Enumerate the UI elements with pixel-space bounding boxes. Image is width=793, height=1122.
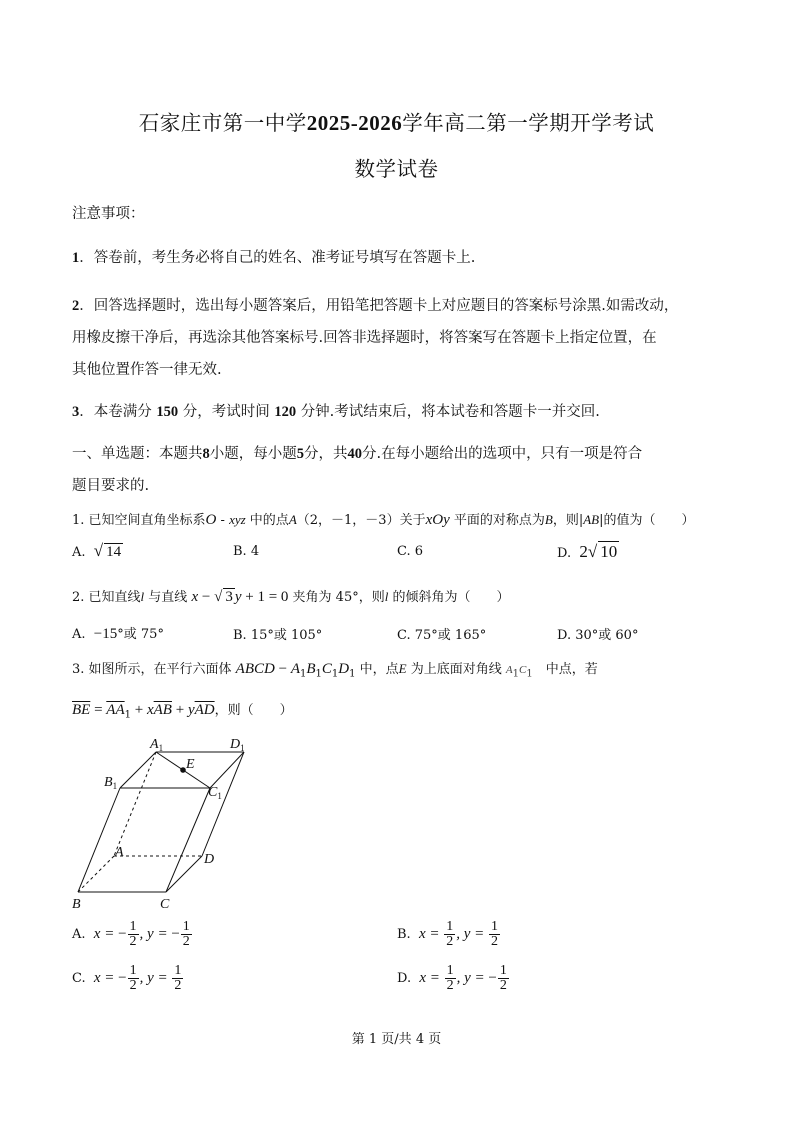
vector-be: $\overline{BE}$ bbox=[72, 702, 91, 718]
q3-c1-sub: 1 bbox=[331, 668, 339, 680]
q3-a-y: , y = bbox=[139, 926, 172, 942]
q2-line-l-2: l bbox=[384, 589, 389, 604]
q3-a-minus-2: − bbox=[171, 926, 180, 942]
q3-option-d[interactable] bbox=[397, 964, 510, 993]
q3-text-h: 中，点 bbox=[355, 662, 399, 677]
q3-a1: A bbox=[290, 661, 300, 677]
section-1-text-e: 分，共 bbox=[304, 446, 348, 462]
q2-text-i: 夹角为 45°，则 bbox=[288, 590, 385, 605]
q1-text-e: 中的点 bbox=[245, 513, 289, 528]
page-title bbox=[0, 106, 793, 136]
sqrt-icon: √ bbox=[93, 541, 104, 560]
edge-d1-d bbox=[202, 752, 244, 856]
q2-option-d[interactable]: D. 30°或 60° bbox=[557, 628, 639, 643]
title-school: 石家庄市第一中学 bbox=[138, 111, 307, 135]
q2-radicand: 3 bbox=[225, 589, 233, 605]
section-1-heading bbox=[72, 438, 642, 470]
q2-option-c[interactable]: C. 75°或 165° bbox=[397, 628, 487, 643]
q3-d-frac-2: $\frac{1}{2}$ bbox=[499, 963, 507, 993]
q3-abcd: ABCD bbox=[235, 661, 275, 677]
notes-heading: 注意事项： bbox=[72, 206, 145, 222]
q1-text-i: 平面的对称点为 bbox=[449, 513, 545, 528]
vector-ad: $\overline{AD}$ bbox=[194, 702, 215, 718]
note-1 bbox=[72, 242, 475, 274]
q2-option-b[interactable]: B. 15°或 105° bbox=[233, 628, 323, 643]
q1-option-b[interactable]: B. 4 bbox=[233, 544, 260, 559]
q3-text-j: 为上底面对角线 bbox=[406, 662, 506, 677]
title-year: 2025-2026 bbox=[306, 111, 403, 135]
q3-a1-sub: 1 bbox=[299, 668, 307, 680]
q2-text-c: 与直线 bbox=[144, 590, 192, 605]
q3-plus-1: + bbox=[131, 702, 147, 718]
vector-aa1: $\overline{AA}$ bbox=[106, 702, 125, 718]
q3-plus-2: + bbox=[171, 702, 188, 718]
note-3-number: 3 bbox=[72, 404, 80, 420]
section-1-points: 5 bbox=[296, 446, 304, 462]
label-a1: $A_1$ bbox=[150, 737, 164, 753]
point-e-dot bbox=[180, 767, 186, 773]
q3-point-e: E bbox=[398, 661, 407, 676]
label-d: D bbox=[204, 852, 215, 867]
q3-a-frac-2: $\frac{1}{2}$ bbox=[182, 919, 190, 949]
q3-d1: D bbox=[338, 661, 350, 677]
sqrt-icon: √ bbox=[214, 589, 223, 605]
q1-coords: （2，－1，－3）关于 bbox=[296, 513, 426, 528]
q1-option-d-radicand: 10 bbox=[600, 542, 618, 561]
note-2-text-1: ．回答选择题时，选出每小题答案后，用铅笔把答题卡上对应题目的答案标号涂黑.如需改动， bbox=[79, 298, 679, 314]
q2-option-a-label: A. bbox=[72, 627, 86, 642]
edge-c-d bbox=[166, 856, 202, 892]
q2-option-a[interactable] bbox=[72, 623, 164, 643]
page-footer: 第 1 页/共 4 页 bbox=[351, 1032, 442, 1047]
q1-ab: AB bbox=[583, 512, 600, 527]
q1-option-c[interactable]: C. 6 bbox=[397, 544, 424, 559]
q2-x: x bbox=[191, 589, 199, 605]
label-d1: $D_1$ bbox=[230, 737, 245, 753]
note-2-line-2: 用橡皮擦干净后，再选涂其他答案标号.回答非选择题时，将答案写在答题卡上指定位置，在 bbox=[72, 330, 657, 346]
label-b1: $B_1$ bbox=[104, 775, 118, 791]
edge-d1-c1 bbox=[210, 752, 244, 788]
label-c1: $C_1$ bbox=[208, 785, 222, 801]
section-1-count: 8 bbox=[202, 446, 210, 462]
question-1 bbox=[72, 509, 695, 529]
section-1-text-c: 小题，每小题 bbox=[209, 446, 297, 462]
q3-option-c[interactable] bbox=[72, 964, 184, 993]
edge-b1-a1 bbox=[120, 752, 156, 788]
q3-d-frac-1: $\frac{1}{2}$ bbox=[446, 963, 454, 993]
q3-c-x: x = bbox=[93, 970, 119, 986]
q3-option-d-label: D. bbox=[397, 971, 412, 986]
q3-b-x: x = bbox=[418, 926, 444, 942]
q1-option-a[interactable] bbox=[72, 541, 123, 561]
q2-text-a: 2. 已知直线 bbox=[72, 590, 141, 605]
q3-text-a: 3. 如图所示，在平行六面体 bbox=[72, 662, 236, 677]
label-c: C bbox=[160, 897, 170, 912]
edge-b1-b bbox=[78, 788, 120, 892]
q1-text-m: |的值为（ ） bbox=[599, 513, 695, 528]
label-e: E bbox=[186, 757, 195, 772]
note-2-number: 2 bbox=[72, 298, 80, 314]
sqrt-icon: √ bbox=[587, 542, 598, 561]
title-exam: 学年高二第一学期开学考试 bbox=[402, 111, 655, 135]
q3-c-y: , y = bbox=[139, 970, 172, 986]
q3-d-minus: − bbox=[488, 970, 497, 986]
q1-dash: - bbox=[216, 513, 230, 528]
vector-ab: $\overline{AB}$ bbox=[153, 702, 172, 718]
vector-aa1-sub: 1 bbox=[124, 709, 131, 721]
q2-y: y bbox=[234, 589, 242, 605]
q3-option-a-label: A. bbox=[72, 927, 86, 942]
q2-option-a-rest: °或 75° bbox=[117, 627, 164, 642]
note-3-text-e: 分钟.考试结束后，将本试卷和答题卡一并交回. bbox=[300, 404, 600, 420]
q1-text-k: ，则| bbox=[552, 513, 584, 528]
note-3-time: 120 bbox=[274, 404, 297, 420]
q3-a-minus-1: − bbox=[118, 926, 127, 942]
q3-x: x bbox=[146, 702, 154, 718]
parallelepiped-figure bbox=[68, 732, 258, 912]
q3-y: y bbox=[187, 702, 195, 718]
q3-b-frac-2: $\frac{1}{2}$ bbox=[491, 919, 499, 949]
section-1-total: 40 bbox=[347, 446, 362, 462]
q3-b-y: , y = bbox=[456, 926, 489, 942]
q2-text-k: 的倾斜角为（ ） bbox=[388, 590, 510, 605]
q3-diag-c1-sub: 1 bbox=[526, 668, 533, 680]
q1-option-d-coef: 2 bbox=[579, 542, 588, 561]
q1-point-a: A bbox=[288, 512, 297, 527]
q3-option-b[interactable] bbox=[397, 920, 501, 949]
q2-minus: − bbox=[198, 589, 215, 605]
q3-option-c-label: C. bbox=[72, 971, 86, 986]
q3-minus: − bbox=[274, 661, 291, 677]
edge-a-b-hidden bbox=[78, 856, 114, 892]
q3-b-frac-1: $\frac{1}{2}$ bbox=[446, 919, 454, 949]
q2-line-l: l bbox=[140, 589, 145, 604]
q3-c1: C bbox=[321, 661, 332, 677]
label-a: A bbox=[115, 845, 124, 860]
q3-d-x: x = bbox=[419, 970, 444, 986]
question-3-equation bbox=[72, 699, 293, 721]
q2-option-a-number: −15 bbox=[93, 626, 118, 642]
q1-plane: xOy bbox=[425, 512, 450, 528]
note-1-text: ．答卷前，考生务必将自己的姓名、准考证号填写在答题卡上. bbox=[79, 250, 476, 266]
q3-a-frac-1: $\frac{1}{2}$ bbox=[129, 919, 137, 949]
q3-c-frac-1: $\frac{1}{2}$ bbox=[129, 963, 137, 993]
q1-xyz: xyz bbox=[229, 512, 246, 527]
note-2-line-1 bbox=[72, 290, 678, 322]
question-3 bbox=[72, 658, 598, 680]
q3-b1: B bbox=[306, 661, 316, 677]
note-3-text-a: ．本卷满分 bbox=[79, 404, 152, 420]
edge-c1-c bbox=[166, 788, 210, 892]
q3-b1-sub: 1 bbox=[315, 668, 322, 680]
q3-a-x: x = bbox=[93, 926, 119, 942]
q3-option-b-label: B. bbox=[397, 927, 411, 942]
q3-c-frac-2: $\frac{1}{2}$ bbox=[174, 963, 182, 993]
q1-option-d-label: D. bbox=[557, 546, 572, 561]
q1-point-b: B bbox=[544, 512, 553, 527]
q1-o: O bbox=[205, 512, 217, 528]
note-1-number: 1 bbox=[72, 250, 80, 266]
note-2-line-3: 其他位置作答一律无效. bbox=[72, 362, 222, 378]
section-1-text-g: 分.在每小题给出的选项中，只有一项是符合 bbox=[362, 446, 643, 462]
q2-equation-rest: + 1 = 0 bbox=[241, 589, 289, 605]
page-subtitle: 数学试卷 bbox=[354, 157, 439, 181]
q3-text-m: 中点，若 bbox=[532, 662, 598, 677]
q3-diag-a1-sub: 1 bbox=[512, 668, 519, 680]
q3-diag-a1: A bbox=[505, 664, 513, 676]
q1-option-a-label: A. bbox=[72, 545, 86, 560]
note-3 bbox=[72, 396, 600, 428]
q1-text-a: 1. 已知空间直角坐标系 bbox=[72, 513, 206, 528]
question-2 bbox=[72, 586, 509, 606]
q1-option-a-value: 14 bbox=[106, 544, 122, 560]
section-1-heading-line-2: 题目要求的. bbox=[72, 478, 150, 494]
section-1-text-a: 一、单选题：本题共 bbox=[72, 446, 203, 462]
label-b: B bbox=[72, 897, 81, 912]
edge-a1-a-hidden bbox=[114, 752, 156, 856]
q3-diag-c1: C bbox=[518, 664, 527, 676]
q3-c-minus: − bbox=[118, 970, 127, 986]
q1-option-d[interactable] bbox=[557, 541, 619, 562]
q3-option-a[interactable] bbox=[72, 920, 193, 949]
q3-d-y: , y = bbox=[456, 970, 489, 986]
q3-text-then: ，则（ ） bbox=[214, 703, 293, 718]
q3-equals: = bbox=[90, 702, 107, 718]
note-3-score: 150 bbox=[156, 404, 179, 420]
note-3-text-c: 分，考试时间 bbox=[182, 404, 270, 420]
q3-d1-sub: 1 bbox=[349, 668, 356, 680]
